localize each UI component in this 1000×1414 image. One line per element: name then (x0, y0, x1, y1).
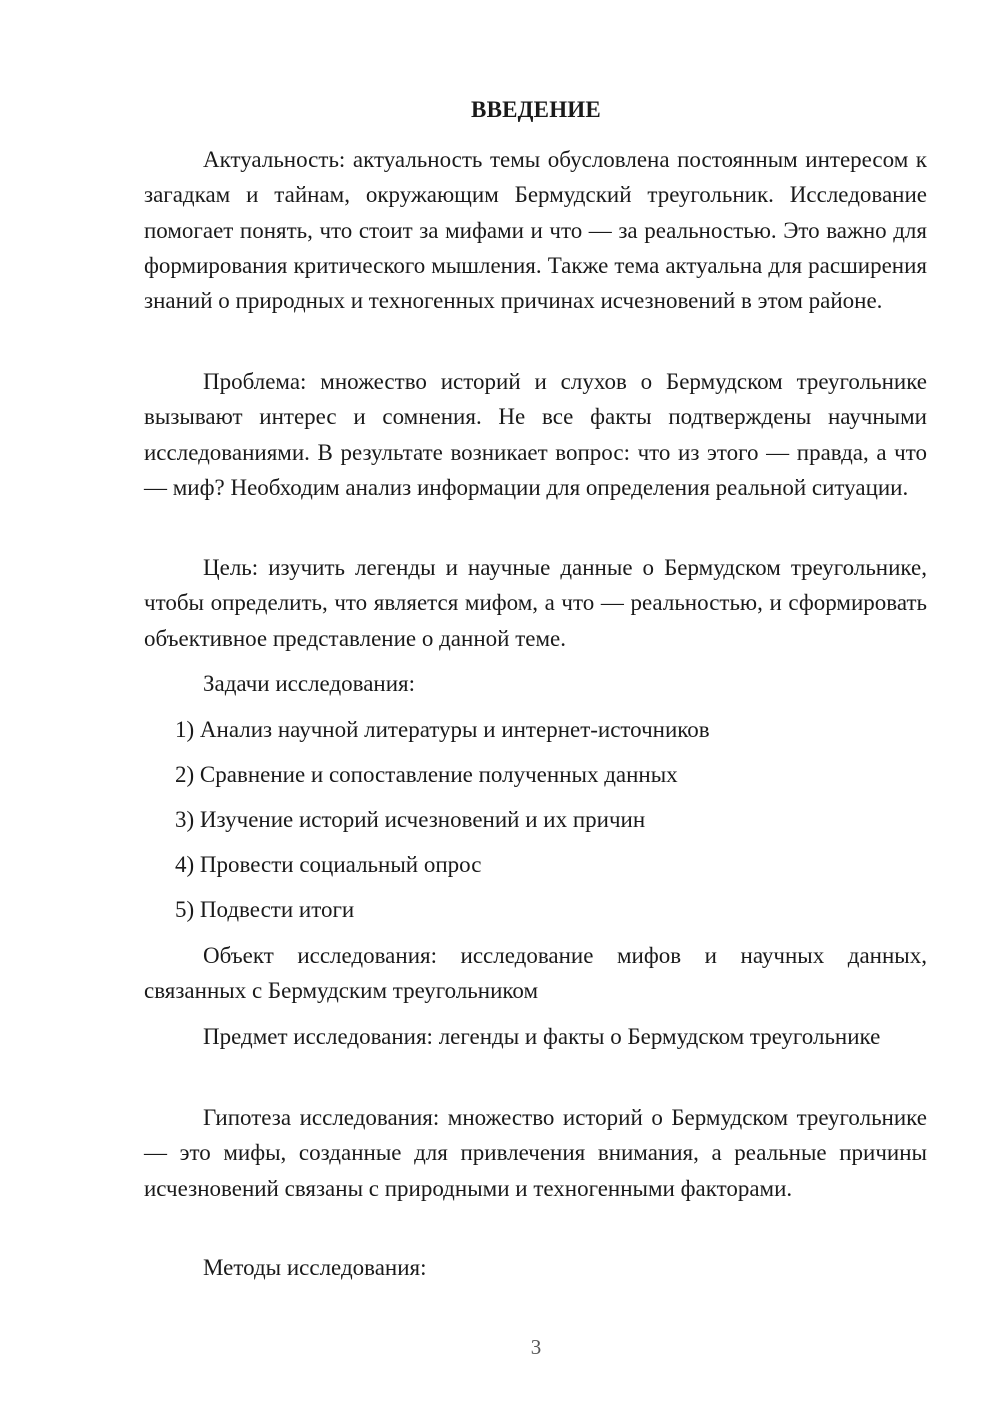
paragraph-goal: Цель: изучить легенды и научные данные о Бермудском треугольнике, чтобы определить, что является мифом, а что — реальностью, и сформировать объективное представление о данной теме. (144, 555, 927, 651)
task-item-3: 3) Изучение историй исчезновений и их причин (175, 807, 646, 832)
section-title: ВВЕДЕНИЕ (471, 97, 601, 122)
task-item-1: 1) Анализ научной литературы и интернет-источников (175, 717, 710, 742)
paragraph-object: Объект исследования: исследование мифов и научных данных, связанных с Бермудским треугольником (144, 943, 927, 1004)
tasks-heading: Задачи исследования: (203, 671, 416, 696)
paragraph-subject: Предмет исследования: легенды и факты о Бермудском треугольнике (203, 1024, 881, 1049)
methods-heading: Методы исследования: (203, 1255, 427, 1280)
task-item-4: 4) Провести социальный опрос (175, 852, 482, 877)
task-item-2: 2) Сравнение и сопоставление полученных данных (175, 762, 678, 787)
task-item-5: 5) Подвести итоги (175, 897, 355, 922)
paragraph-hypothesis: Гипотеза исследования: множество историй о Бермудском треугольнике — это мифы, созданные для привлечения внимания, а реальные причины исчезновений связаны с природными и техногенными факторами. (144, 1105, 927, 1201)
paragraph-relevance: Актуальность: актуальность темы обусловлена постоянным интересом к загадкам и тайнам, окружающим Бермудский треугольник. Исследование помогает понять, что стоит за мифами и что — за реальностью. Это важно для формирования критического мышления. Также тема актуальна для расширения знаний о природных и техногенных причинах исчезновений в этом районе. (144, 147, 927, 314)
page-number: 3 (530, 1335, 542, 1359)
paragraph-problem: Проблема: множество историй и слухов о Бермудском треугольнике вызывают интерес и сомнения. Не все факты подтверждены научными исследованиями. В результате возникает вопрос: что из этого — правда, а что — миф? Необходим анализ информации для определения реальной ситуации. (144, 369, 927, 500)
